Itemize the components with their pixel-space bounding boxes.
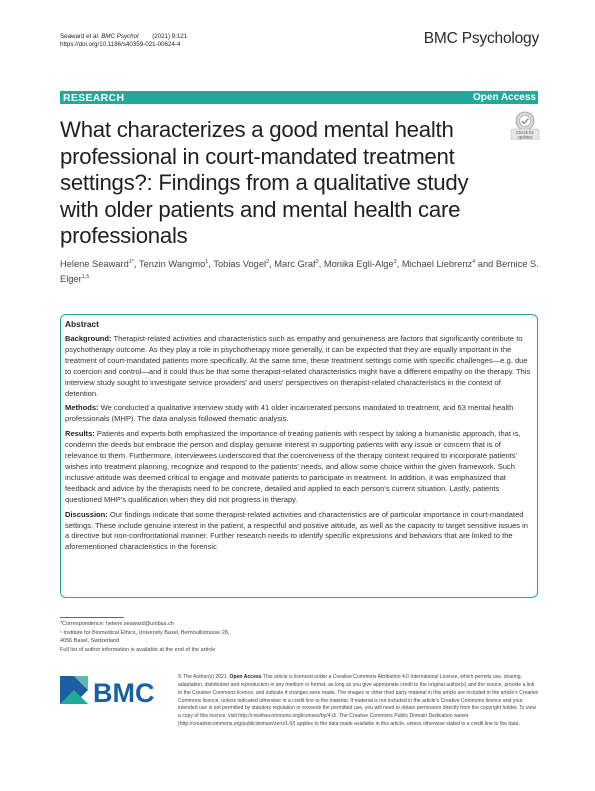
bmc-logo-text: BMC	[93, 678, 155, 708]
author-name[interactable]: Bernice S. Elger	[60, 259, 539, 285]
bmc-logo	[60, 674, 160, 708]
author-affiliation-marker: 2	[315, 259, 319, 265]
author-info-note: Full list of author information is available at the end of the article	[60, 646, 216, 653]
journal-name: BMC Psychology	[423, 30, 539, 47]
bmc-logo-icon	[60, 674, 160, 708]
author-affiliation-marker: 3	[393, 259, 397, 265]
correspondence-email[interactable]: *Correspondence: helene.seaward@unibas.ch	[60, 621, 174, 627]
methods-text: We conducted a qualitative interview study with 41 older incarcerated persons mandated to treatment, and 63 mental health professionals (MHP). The data analysis followed thematic analysis.	[65, 403, 514, 424]
author-name[interactable]: Tenzin Wangmo	[138, 259, 206, 270]
abstract-heading: Abstract	[65, 319, 99, 329]
abstract-background	[65, 334, 533, 399]
results-label: Results:	[65, 429, 95, 439]
author-affiliation-marker: 4	[472, 259, 476, 265]
open-access-label: Open Access	[473, 92, 536, 103]
section-label: RESEARCH	[63, 91, 125, 104]
section-banner	[60, 91, 538, 104]
abstract-methods	[65, 403, 533, 425]
author-name[interactable]: Tobias Vogel	[213, 259, 267, 270]
author-name[interactable]: Helene Seaward	[60, 259, 129, 270]
author-name[interactable]: Monika Egli‑Alge	[323, 259, 394, 270]
author-affiliation-marker: 1,5	[81, 274, 90, 281]
copyright: © The Author(s) 2021.	[178, 674, 230, 680]
crossmark-line2: updates	[517, 134, 533, 140]
author-affiliation-marker: 2	[266, 259, 270, 265]
footnotes	[60, 620, 300, 654]
abstract-results	[65, 429, 533, 505]
author-list: Helene Seaward$^{1*}$, Tenzin Wangmo$^1$, Tobias Vogel$^2$, Marc Graf$^2$, Monika Egli‑Alge$^3$, Michael Liebrenz$^4$ and Bernice S. Elger$^{1,5}$	[60, 259, 539, 285]
header-authors: Seaward	[60, 33, 87, 40]
background-text: Therapist-related activities and characteristics such as empathy and genuineness are factors that significantly contribute to psychotherapy outcome. As they play a role in psychotherapy more generally, it can be expected that they are equally important in the treatment of court-mandated patients more specifically. At the same time, these treatment settings come with specific challenges—e.g. due to coercion and control—and it could thus be that some therapist-related characteristics might have a different empathy on the therapy. This interview study sought to investigate service providers' and users' perspectives on therapist-related characteristics in the context of detention.	[65, 334, 531, 398]
discussion-label: Discussion:	[65, 509, 108, 519]
affiliation-line: ¹ Institute for Biomedical Ethics, University Basel, Bernoullistrasse 28,	[60, 629, 230, 636]
author-name[interactable]: Marc Graf	[274, 259, 316, 270]
doi-link[interactable]: https://doi.org/10.1186/s40359-021-00624-4	[60, 41, 181, 48]
article-title: What characterizes a good mental health professional in court-mandated treatment settings?: Findings from a qualitative study with older patients and mental health care professionals	[60, 117, 469, 248]
author-affiliation-marker: 1	[205, 259, 209, 265]
abstract-discussion	[65, 510, 533, 554]
crossmark-icon	[510, 110, 540, 140]
results-text: Patients and experts both emphasized the importance of treating patients with respect by taking a humanistic approach, that is, condemn the deeds but embrace the person and display genuine interest in supporting patients with any issue or concern that is of relevance to them. Furthermore, interviewees underscored that the coerciveness of the therapy context required to incorporate patients' wishes into treatment planning, recognize and respond to the patients' needs, and allow some choice within the given framework. Such inclusive attitude was deemed critical to engage and motivate patients to participate in treatment. In addition, it was emphasized that feedback and advice by the therapists need to be concrete, detailed and applied to each person's current situation. Lastly, patients questioned MHP's qualification when they did not progress in therapy.	[65, 429, 521, 504]
discussion-text: Our findings indicate that some therapist-related activities and characteristics are of particular importance in court-mandated settings. These include genuine interest in the patient, a respectful and positive attitude, as well as the capacity to target sensitive issues in a directive but non-confrontational manner. Further research needs to identify specific expressions and behaviors that are linked to the aforementioned characteristics in the forensic	[65, 509, 529, 552]
author-affiliation-marker: 1*	[128, 259, 134, 265]
footnote-divider	[60, 617, 124, 618]
author-name[interactable]: Michael Liebrenz	[401, 259, 473, 270]
background-label: Background:	[65, 334, 112, 343]
open-access-tag: Open Access	[229, 674, 262, 680]
license-body: This article is licensed under a Creative Commons Attribution 4.0 International License, which permits use, sharing, adaptation, distribution and reproduction in any medium or format, as long as you give appropriate credit to the original author(s) and the source, provide a link to the Creative Commons licence, and indicate if changes were made. The images or other third party material in this article are included in the article's Creative Commons licence, unless indicated otherwise in a credit line to the material. If material is not included in the article's Creative Commons licence and your intended use is not permitted by statutory regulation or exceeds the permitted use, you will need to obtain permission directly from the copyright holder. To view a copy of this licence, visit http://creativecommons.org/licenses/by/4.0/. The Creative Commons Public Domain Dedication waiver (http://creativecommons.org/publicdomain/zero/1.0/) applies to the data made available in this article, unless otherwise stated in a credit line to the data.	[178, 674, 539, 728]
crossmark-line1: Check for	[516, 130, 534, 135]
crossmark-badge[interactable]	[510, 110, 540, 140]
license-statement	[178, 674, 540, 729]
methods-label: Methods:	[65, 403, 99, 413]
citation-header	[60, 33, 187, 49]
header-year-volume: (2021) 9:121	[152, 33, 188, 40]
header-journal: et al. BMC Psychol	[86, 33, 139, 40]
abstract-box	[60, 314, 538, 598]
affiliation-line: 4056 Basel, Switzerland	[60, 638, 120, 644]
